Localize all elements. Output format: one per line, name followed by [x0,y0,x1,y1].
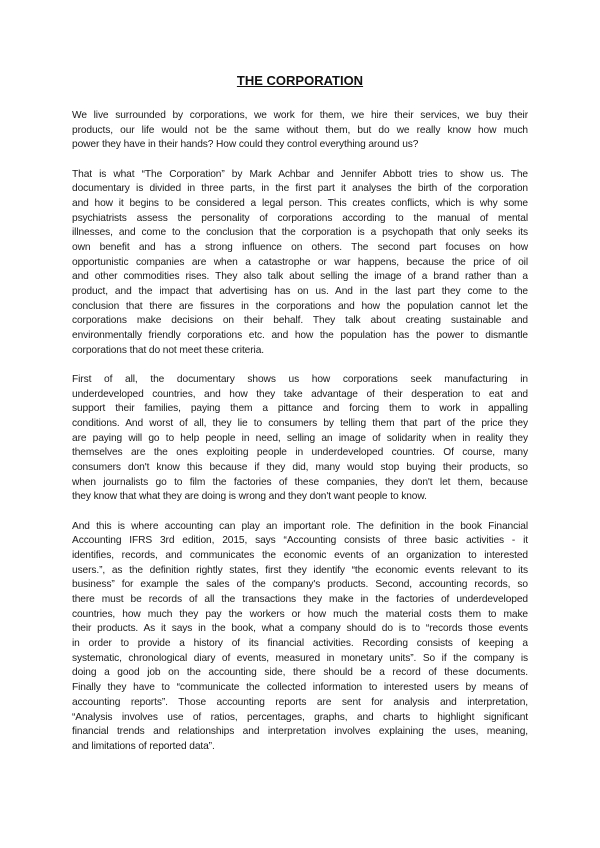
paragraph-line: documentary is divided in three parts, in the first part it analyses the birth of the corporation [72,183,528,195]
paragraph-line: Accounting IFRS 3rd edition, 2015, says “Accounting consists of three basic activities - it [72,535,528,547]
paragraph-line: environmentally friendly corporations etc. and how the population has the power to dismantle [72,330,528,342]
paragraph-line: conditions. And worst of all, they lie to consumers by telling them that part of the price they [72,418,528,430]
paragraph-line: corporations that do not meet these criteria. [72,344,264,356]
paragraph-line: We live surrounded by corporations, we work for them, we hire their services, we buy their [72,110,528,121]
paragraph-line: in order to provide a history of its financial activities. Recording consists of keeping a [72,638,528,650]
paragraph-line: consumers don't know this because if they did, many would stop buying their products, so [72,462,528,474]
paragraph-line: when journalists go to film the factories of these companies, they don't let them, because [72,476,528,488]
paragraph-line: users.”, as the definition rightly states, first they identify “the economic events relevant to its [72,564,528,576]
paragraph-line: First of all, the documentary shows us how corporations seek manufacturing in [72,374,528,386]
paragraph-line: Finally they have to “communicate the collected information to interested users by means of [72,682,528,694]
paragraph-line: psychiatrists assess the personality of corporations according to the manual of mental [72,212,528,224]
paragraph-line: accounting reports”. Those accounting reports are sent for analysis and interpretation, [72,696,528,708]
paragraph-line: and other commodities rises. They also talk about selling the image of a brand rather than a [72,271,528,283]
paragraph [72,109,528,153]
paragraph-line: opportunistic companies are when a catastrophe or war happens, because the price of oil [72,256,528,268]
paragraph-line: systematic, chronological diary of events, measured in monetary units”. So if the company is [72,652,528,664]
paragraph-line: support their families, paying them a pittance and forcing them to work in appalling [72,403,528,415]
paragraph-line: underdeveloped countries, and how they take advantage of their desperation to eat and [72,388,528,400]
paragraph-line: themselves are the ones exploiting people in underdeveloped countries. Of course, many [72,447,528,459]
paragraph [72,168,528,359]
paragraph-line: products, our life would not be the same without them, but do we really know how much [72,124,528,136]
paragraph-line: their products. As it says in the book, what a company should do is to “records those events [72,623,528,635]
paragraph-line: illnesses, and come to the conclusion that the corporation is a psychopath that only seeks its [72,227,528,239]
paragraph-line: That is what “The Corporation” by Mark Achbar and Jennifer Abbott tries to show us. The [72,168,528,180]
paragraph-line: And this is where accounting can play an important role. The definition in the book Financial [72,520,528,532]
paragraph-line: countries, how much they pay the workers or how much the material costs them to make [72,608,528,620]
paragraph [72,520,528,755]
paragraph-line: are paying will go to help people in need, selling an image of solidarity when in reality they [72,432,528,444]
paragraph-line: and how it begins to be considered a legal person. This creates conflicts, which is why some [72,198,528,210]
paragraph-line: conclusion that there are fissures in the corporations and how the population cannot let the [72,300,528,312]
paragraph-line: power they have in their hands? How could they control everything around us? [72,139,419,151]
paragraph-line: corporations make decisions on their behalf. They talk about creating sustainable and [72,315,528,327]
paragraph-line: own benefit and has a strong influence on others. The second part focuses on how [72,242,528,254]
paragraph-line: “Analysis involves use of ratios, percentages, graphs, and charts to highlight significant [72,711,528,723]
paragraph [72,373,528,505]
paragraph-line: there must be records of all the transactions they make in the factories of underdeveloped [72,594,528,606]
paragraph-line: financial trends and relationships and interpretation involves explaining the uses, meaning, [72,726,528,738]
paragraph-line: product, and the impact that advertising has on us. And in the last part they come to the [72,286,528,298]
paragraph-line: they know that what they are doing is wrong and they don't want people to know. [72,491,427,503]
paragraph-line: business” for example the sales of the company's products. Second, accounting records, so [72,579,528,591]
paragraph-line: doing a good job on the accounting side, there should be a record of these documents. [72,667,528,679]
paragraph-line: identifies, records, and communicates the economic events of an organization to interested [72,550,528,562]
document-title: THE CORPORATION [236,73,364,88]
document-body [72,109,528,769]
paragraph-line: and limitations of reported data”. [72,740,215,752]
